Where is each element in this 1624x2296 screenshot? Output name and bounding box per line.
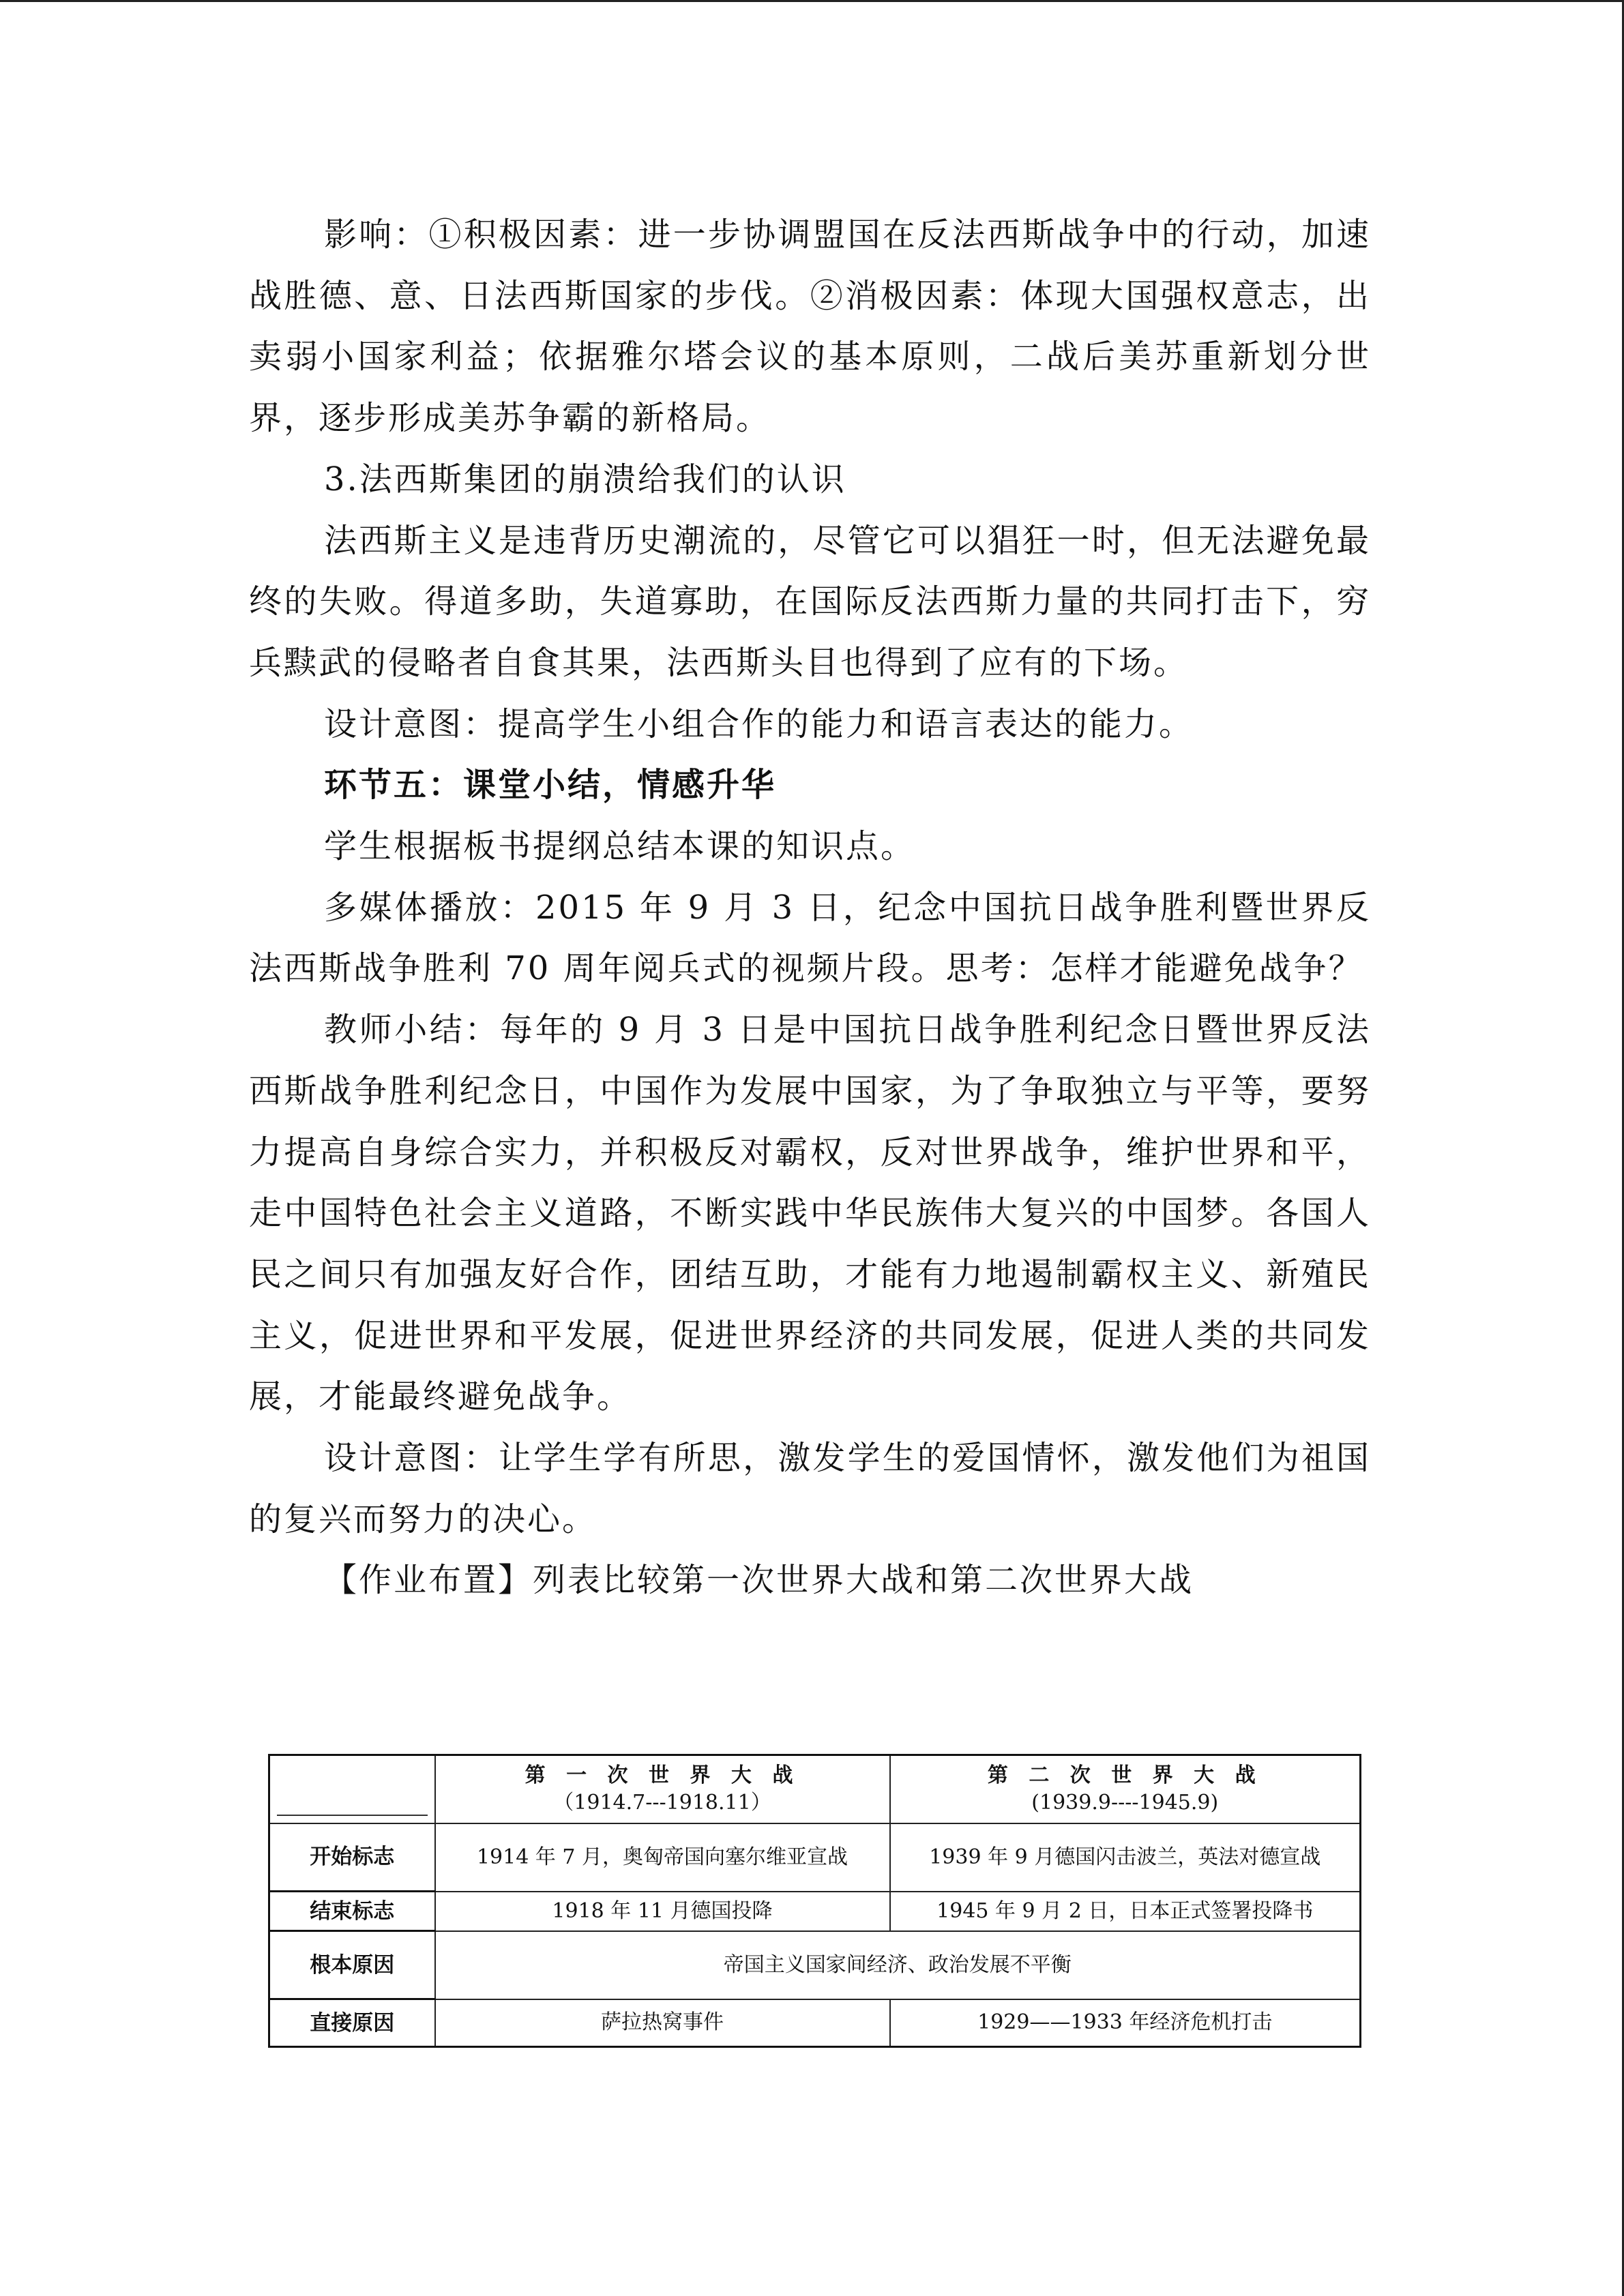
table-header-row (269, 1755, 1361, 1823)
table-row (269, 1823, 1361, 1892)
paragraph-homework: 【作业布置】列表比较第一次世界大战和第二次世界大战 (324, 1561, 1194, 1600)
table-row (269, 1999, 1361, 2047)
header-ww1 (435, 1755, 890, 1823)
header-ww2-name: 第 二 次 世 界 大 战 (987, 1763, 1263, 1787)
cell-ww1-direct-cause: 萨拉热窝事件 (435, 1999, 890, 2047)
section-heading-summary: 环节五：课堂小结，情感升华 (324, 766, 777, 805)
paragraph-design-intent-1: 设计意图：提高学生小组合作的能力和语言表达的能力。 (324, 704, 1194, 743)
cell-ww2-end: 1945 年 9 月 2 日，日本正式签署投降书 (890, 1892, 1361, 1931)
cell-shared-root-cause: 帝国主义国家间经济、政治发展不平衡 (435, 1931, 1361, 1999)
table-row (269, 1931, 1361, 1999)
document-body (249, 205, 1371, 1611)
paragraph-design-intent-2: 设计意图：让学生学有所思，激发学生的爱国情怀，激发他们为祖国的复兴而努力的决心。 (249, 1439, 1371, 1538)
war-comparison-table (268, 1754, 1361, 2048)
paragraph-teacher-summary: 教师小结：每年的 9 月 3 日是中国抗日战争胜利纪念日暨世界反法西斯战争胜利纪念日，中国作为发展中国家，为了争取独立与平等，要努力提高自身综合实力，并积极反对霸权，反对世界战争，维护世界和平，走中国特色社会主义道路，不断实践中华民族伟大复兴的中国梦。各国人民之间只有加强友好合作，团结互助，才能有力地遏制霸权主义、新殖民主义，促进世界和平发展，促进世界经济的共同发展，促进人类的共同发展，才能最终避免战争。 (249, 1011, 1371, 1416)
cell-ww1-start: 1914 年 7 月，奥匈帝国向塞尔维亚宣战 (435, 1823, 890, 1892)
paragraph-fascism: 法西斯主义是违背历史潮流的，尽管它可以猖狂一时，但无法避免最终的失败。得道多助，失道寡助，在国际反法西斯力量的共同打击下，穷兵黩武的侵略者自食其果，法西斯头目也得到了应有的下场。 (249, 521, 1371, 682)
paragraph-influence: 影响：①积极因素：进一步协调盟国在反法西斯战争中的行动，加速战胜德、意、日法西斯国家的步伐。②消极因素：体现大国强权意志，出卖弱小国家利益；依据雅尔塔会议的基本原则，二战后美苏重新划分世界，逐步形成美苏争霸的新格局。 (249, 215, 1371, 438)
row-label-direct-cause: 直接原因 (269, 1999, 435, 2047)
header-ww2 (890, 1755, 1361, 1823)
table-corner-cell (269, 1755, 435, 1823)
cell-ww2-direct-cause: 1929——1933 年经济危机打击 (890, 1999, 1361, 2047)
paragraph-student-summary: 学生根据板书提纲总结本课的知识点。 (324, 827, 916, 866)
paragraph-heading-recognition: 3.法西斯集团的崩溃给我们的认识 (324, 460, 846, 498)
row-label-start: 开始标志 (269, 1823, 435, 1892)
cell-ww2-start: 1939 年 9 月德国闪击波兰，英法对德宣战 (890, 1823, 1361, 1892)
header-ww1-period: （1914.7---1918.11） (553, 1790, 771, 1815)
row-label-end: 结束标志 (269, 1892, 435, 1931)
page-border-top (0, 0, 1624, 2)
row-label-root-cause: 根本原因 (269, 1931, 435, 1999)
cell-ww1-end: 1918 年 11 月德国投降 (435, 1892, 890, 1931)
header-ww2-period: (1939.9----1945.9) (1031, 1790, 1219, 1815)
paragraph-multimedia: 多媒体播放：2015 年 9 月 3 日，纪念中国抗日战争胜利暨世界反法西斯战争胜利 70 周年阅兵式的视频片段。思考：怎样才能避免战争？ (249, 888, 1371, 988)
header-ww1-name: 第 一 次 世 界 大 战 (525, 1763, 800, 1787)
table-row (269, 1892, 1361, 1931)
